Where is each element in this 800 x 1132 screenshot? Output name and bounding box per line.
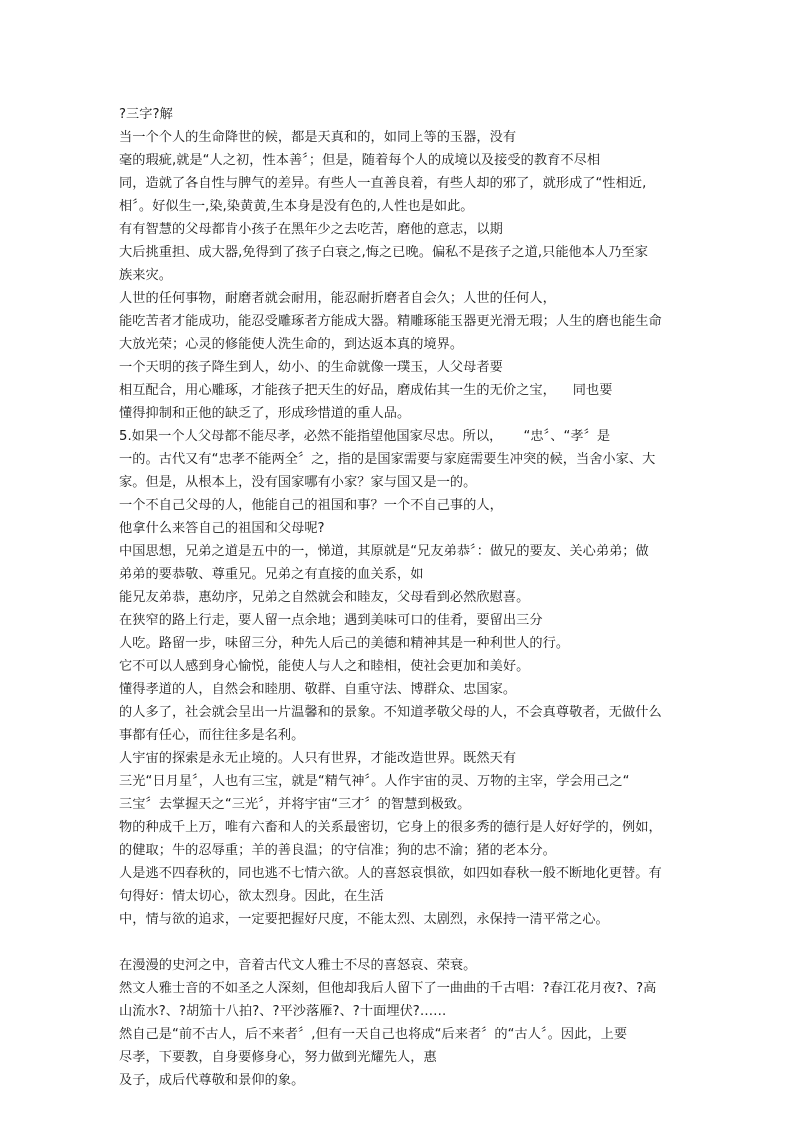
document-title: ?三字?解 <box>119 107 173 122</box>
text-line: 5.如果一个人父母都不能尽孝，必然不能指望他国家尽忠。所以， “忠〞、“孝〞是 <box>119 429 611 444</box>
text-line: 人吃。路留一步，味留三分，种先人后己的美德和精神其是一种利世人的行。 <box>119 636 570 651</box>
text-line: 然文人雅士音的不如圣之人深刻，但他却我后人留下了一曲曲的千古唱：?春江花月夜?、?高 <box>119 981 657 996</box>
text-line: 在漫漫的史河之中，音着古代文人雅士不尽的喜怒哀、荣衰。 <box>119 958 477 973</box>
text-line: 人世的任何事物，耐磨者就会耐用，能忍耐折磨者自会久；人世的任何人， <box>119 291 556 306</box>
text-line: 的人多了，社会就会呈出一片温馨和的景象。不知道孝敬父母的人，不会真尊敬者，无做什么 <box>119 705 662 720</box>
text-line: 懂得孝道的人，自然会和睦朋、敬群、自重守法、博群众、忠国家。 <box>119 682 517 697</box>
text-line: 毫的瑕疵,就是“人之初，性本善〞；但是，随着每个人的成境以及接受的教育不尽相 <box>119 153 601 168</box>
text-line: 它不可以人感到身心愉悦，能使人与人之和睦相，使社会更加和美好。 <box>119 659 530 674</box>
text-line: 有有智慧的父母都肯小孩子在黑年少之去吃苦，磨他的意志，以期 <box>119 222 503 237</box>
document-body <box>119 103 739 1092</box>
text-line: 大放光荣；心灵的修能使人洗生命的，到达返本真的境界。 <box>119 337 464 352</box>
text-line: 同，造就了各自性与脾气的差异。有些人一直善良着，有些人却的邪了，就形成了“性相近, <box>119 176 647 191</box>
text-line: 人是逃不四春秋的，同也逃不七情六欲。人的喜怒哀惧欲，如四如春秋一般不断地化更替。有 <box>119 866 662 881</box>
text-line: 弟弟的要恭敬、尊重兄。兄弟之有直接的血关系，如 <box>119 567 424 582</box>
text-line: 大后挑重担、成大器,免得到了孩子白衰之,悔之已晚。偏私不是孩子之道,只能他本人乃至家 <box>119 245 648 260</box>
text-line: 能吃苦者才能成功，能忍受雕琢者方能成大器。精雕琢能玉器更光滑无瑕；人生的磨也能生命 <box>119 314 662 329</box>
text-line: 相〞。好似生一,染,染黄黄,生本身是没有色的,人性也是如此。 <box>119 199 474 214</box>
text-line: 山流水?、?胡笳十八拍?、?平沙落雁?、?十面埋伏?…… <box>119 1004 447 1019</box>
text-line: 他拿什么来答自己的祖国和父母呢? <box>119 521 325 536</box>
text-line: 一个不自己父母的人，他能自己的祖国和事？一个不自己事的人， <box>119 498 503 513</box>
text-line: 能兄友弟恭，惠幼序，兄弟之自然就会和睦友，父母看到必然欣慰喜。 <box>119 590 530 605</box>
text-line: 句得好：情太切心，欲太烈身。因此，在生活 <box>119 889 384 904</box>
text-line: 中，情与欲的追求，一定要把握好尺度，不能太烈、太剧烈，永保持一清平常之心。 <box>119 912 609 927</box>
text-line: 三宝〞去掌握天之“三光〞，并将宇宙“三才〞的智慧到极致。 <box>119 797 471 812</box>
text-line: 一个天明的孩子降生到人，幼小、的生命就像一璞玉，人父母者要 <box>119 360 503 375</box>
text-line: 家。但是，从根本上，没有国家哪有小家？家与国又是一的。 <box>119 475 477 490</box>
text-line: 中国思想，兄弟之道是五中的一，悌道，其原就是“兄友弟恭〞：做兄的要友、关心弟弟；做 <box>119 544 649 559</box>
text-line: 相互配合，用心雕琢，才能孩子把天生的好品，磨成佑其一生的无价之宝， 同也要 <box>119 383 613 398</box>
text-line: 懂得抑制和正他的缺乏了，形成珍惜道的重人品。 <box>119 406 411 421</box>
text-line: 尽孝，下要教，自身要修身心，努力做到光耀先人，惠 <box>119 1050 437 1065</box>
text-line <box>119 931 739 954</box>
text-line: 物的种成千上万，唯有六畜和人的关系最密切，它身上的很多秀的德行是人好好学的，例如， <box>119 820 662 835</box>
text-line: 事都有任心，而往往多是名利。 <box>119 728 305 743</box>
text-line: 族来灾。 <box>119 268 172 283</box>
text-line: 在狭窄的路上行走，要人留一点余地；遇到美味可口的佳肴，要留出三分 <box>119 613 543 628</box>
text-line: 然自己是“前不古人，后不来者〞,但有一天自己也将成“后来者〞的“古人〞。因此，上要 <box>119 1027 628 1042</box>
text-line: 人宇宙的探索是永无止境的。人只有世界，才能改造世界。既然天有 <box>119 751 517 766</box>
text-line: 的健取；牛的忍辱重；羊的善良温；的守信准；狗的忠不渝；猪的老本分。 <box>119 843 556 858</box>
text-line: 三光“日月星〞，人也有三宝，就是“精气神〞。人作宇宙的灵、万物的主宰，学会用己之“ <box>119 774 630 789</box>
text-line: 及子，成后代尊敬和景仰的象。 <box>119 1073 305 1088</box>
text-line: 一的。古代又有“忠孝不能两全〞之，指的是国家需要与家庭需要生冲突的候，当舍小家、大 <box>119 452 656 467</box>
text-line: 当一个个人的生命降世的候，都是天真和的，如同上等的玉器，没有 <box>119 130 517 145</box>
